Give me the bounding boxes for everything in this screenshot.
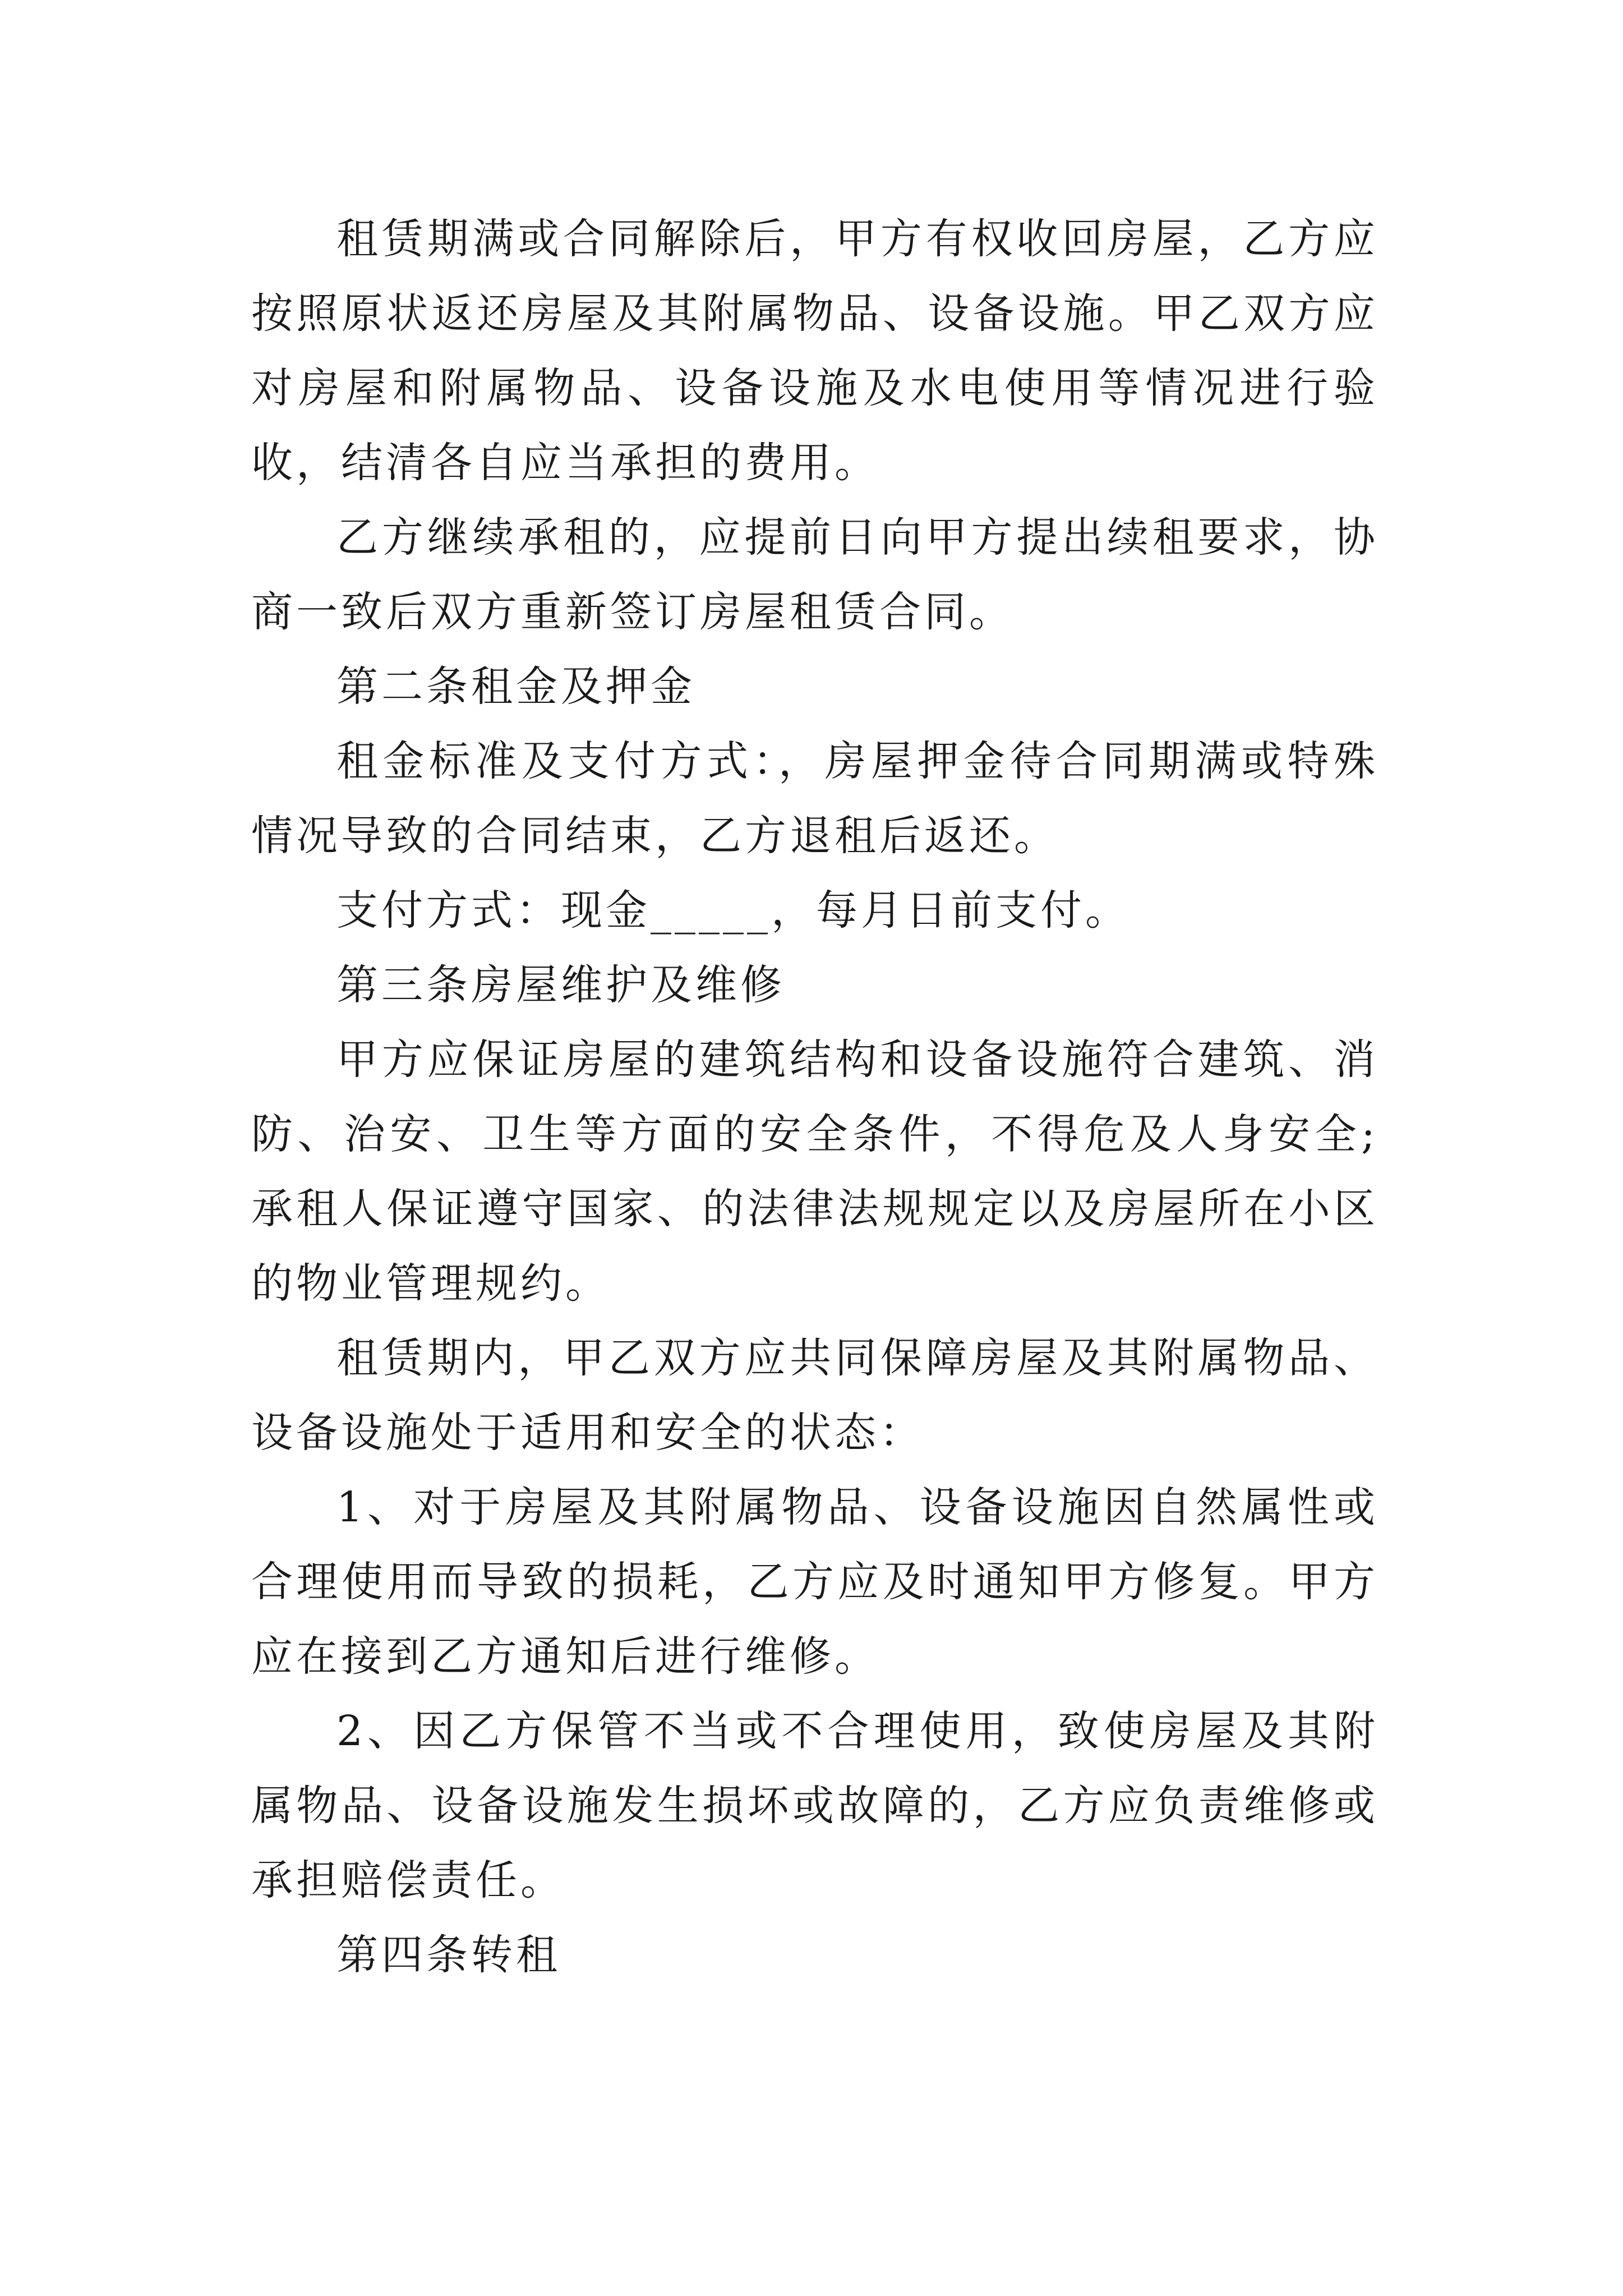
paragraph-renewal: 乙方继续承租的，应提前日向甲方提出续租要求，协商一致后双方重新签订房屋租赁合同。 [251,513,1378,636]
section-heading-rent-deposit: 第二条租金及押金 [336,662,695,711]
list-item-2-improper-use: 2、因乙方保管不当或不合理使用，致使房屋及其附属物品、设备设施发生损坏或故障的，乙方应负责维修或承担赔偿责任。 [251,1707,1378,1904]
section-heading-maintenance: 第三条房屋维护及维修 [336,961,785,1009]
paragraph-payment-method: 支付方式：现金_____，每月日前支付。 [336,886,1130,935]
list-item-1-natural-wear: 1、对于房屋及其附属物品、设备设施因自然属性或合理使用而导致的损耗，乙方应及时通知甲方修复。甲方应在接到乙方通知后进行维修。 [251,1483,1378,1681]
section-heading-sublease: 第四条转租 [336,1931,561,1979]
paragraph-joint-maintenance: 租赁期内，甲乙双方应共同保障房屋及其附属物品、设备设施处于适用和安全的状态： [251,1334,1378,1457]
paragraph-return-of-premises: 租赁期满或合同解除后，甲方有权收回房屋，乙方应按照原状返还房屋及其附属物品、设备设施。甲乙双方应对房屋和附属物品、设备设施及水电使用等情况进行验收，结清各自应当承担的费用。 [251,215,1378,487]
document-body [251,202,1378,1993]
paragraph-safety-obligations: 甲方应保证房屋的建筑结构和设备设施符合建筑、消防、治安、卫生等方面的安全条件，不得危及人身安全;承租人保证遵守国家、的法律法规规定以及房屋所在小区的物业管理规约。 [251,1036,1378,1308]
paragraph-rent-standard: 租金标准及支付方式：，房屋押金待合同期满或特殊情况导致的合同结束，乙方退租后返还。 [251,737,1378,860]
